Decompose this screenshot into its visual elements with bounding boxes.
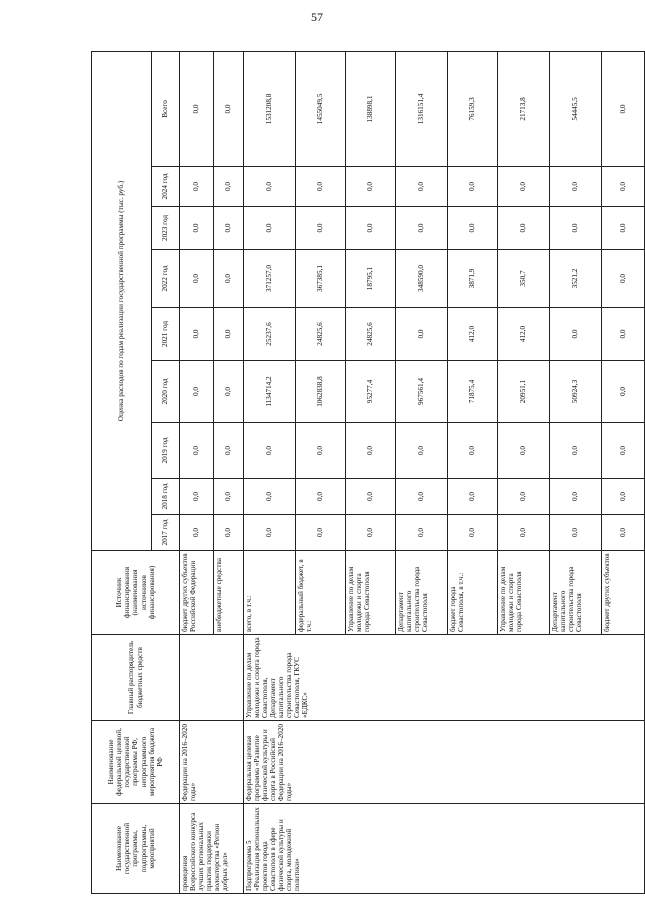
value-cell: 138898,1 (346, 51, 396, 166)
header-year: 2021 год (152, 308, 180, 361)
source-cell: Департамент капитального строительства города Севастополя (550, 551, 602, 635)
value-cell: 0,0 (180, 51, 214, 166)
value-cell: 0,0 (214, 361, 244, 423)
value-cell: 0,0 (396, 308, 448, 361)
header-program: Наименование федеральной целевой, государственной программы РФ, непрограммного мероприятия бюджета РФ (92, 721, 180, 804)
source-cell: бюджет других субъектов (602, 551, 645, 635)
table-row (244, 51, 296, 893)
value-cell: 0,0 (180, 207, 214, 250)
rotated-table-container (91, 52, 627, 894)
value-cell: 1531208,8 (244, 51, 296, 166)
manager-cell (180, 635, 244, 721)
value-cell: 0,0 (346, 423, 396, 479)
value-cell: 0,0 (296, 515, 346, 551)
value-cell: 25237,6 (244, 308, 296, 361)
value-cell: 0,0 (180, 250, 214, 308)
manager-cell: Управление по делам молодежи и спорта города Севастополя, Департамент капитального строительства города Севастополя, ГКУС «ЕДКС» (244, 635, 645, 721)
value-cell: 0,0 (602, 207, 645, 250)
value-cell: 24825,6 (346, 308, 396, 361)
value-cell: 0,0 (602, 423, 645, 479)
header-year: 2023 год (152, 207, 180, 250)
value-cell: 18795,1 (346, 250, 396, 308)
value-cell: 0,0 (396, 515, 448, 551)
header-total: Всего (152, 51, 180, 166)
value-cell: 95277,4 (346, 361, 396, 423)
value-cell: 0,0 (296, 207, 346, 250)
source-cell: Управление по делам молодежи и спорта города Севастополя (346, 551, 396, 635)
header-estimate: Оценка расходов по годам реализации государственной программы (тыс. руб.) (92, 51, 152, 550)
value-cell: 0,0 (396, 207, 448, 250)
header-event: Наименование государственной программы, подпрограммы, мероприятий (92, 804, 180, 894)
value-cell: 0,0 (346, 515, 396, 551)
value-cell: 0,0 (448, 515, 498, 551)
value-cell: 3521,2 (550, 250, 602, 308)
value-cell: 0,0 (214, 51, 244, 166)
header-year: 2018 год (152, 479, 180, 515)
value-cell: 0,0 (602, 361, 645, 423)
value-cell: 1455049,5 (296, 51, 346, 166)
value-cell: 0,0 (602, 479, 645, 515)
value-cell: 0,0 (346, 479, 396, 515)
value-cell: 967561,4 (396, 361, 448, 423)
value-cell: 1134714,2 (244, 361, 296, 423)
header-year: 2024 год (152, 167, 180, 207)
header-year: 2019 год (152, 423, 180, 479)
value-cell: 0,0 (602, 308, 645, 361)
value-cell: 0,0 (550, 167, 602, 207)
source-cell: бюджет города Севастополя, в т.ч.: (448, 551, 498, 635)
value-cell: 0,0 (214, 515, 244, 551)
value-cell: 3871,9 (448, 250, 498, 308)
value-cell: 1316151,4 (396, 51, 448, 166)
table-viewport (91, 52, 627, 894)
value-cell: 412,0 (498, 308, 550, 361)
value-cell: 371257,0 (244, 250, 296, 308)
value-cell: 0,0 (180, 308, 214, 361)
value-cell: 1062838,8 (296, 361, 346, 423)
value-cell: 0,0 (498, 515, 550, 551)
header-manager: Главный распорядитель бюджетных средств (92, 635, 180, 721)
value-cell: 0,0 (296, 167, 346, 207)
value-cell: 0,0 (550, 308, 602, 361)
value-cell: 350,7 (498, 250, 550, 308)
value-cell: 24825,6 (296, 308, 346, 361)
value-cell: 0,0 (180, 423, 214, 479)
value-cell: 0,0 (180, 479, 214, 515)
value-cell: 0,0 (448, 479, 498, 515)
program-name-cell: Федерации на 2016–2020 годы» (180, 721, 244, 804)
value-cell: 20951,1 (498, 361, 550, 423)
value-cell: 0,0 (214, 308, 244, 361)
value-cell: 0,0 (498, 423, 550, 479)
value-cell: 367385,1 (296, 250, 346, 308)
value-cell: 0,0 (550, 479, 602, 515)
value-cell: 0,0 (296, 423, 346, 479)
value-cell: 71875,4 (448, 361, 498, 423)
program-name-cell: Федеральная целевая программа «Развитие физической культуры и спорта в Российской Федерации на 2016–2020 годы» (244, 721, 645, 804)
value-cell: 0,0 (214, 250, 244, 308)
value-cell: 0,0 (244, 207, 296, 250)
value-cell: 0,0 (244, 423, 296, 479)
value-cell: 0,0 (244, 167, 296, 207)
table-row (180, 51, 214, 893)
value-cell: 0,0 (214, 167, 244, 207)
page-number: 57 (311, 10, 323, 24)
source-cell: Департамент капитального строительства города Севастополя (396, 551, 448, 635)
header-source: Источник финансирования (наименования источников финансирования) (92, 551, 180, 635)
value-cell: 348590,0 (396, 250, 448, 308)
value-cell: 76159,3 (448, 51, 498, 166)
value-cell: 0,0 (180, 167, 214, 207)
value-cell: 0,0 (602, 515, 645, 551)
value-cell: 0,0 (396, 479, 448, 515)
value-cell: 0,0 (448, 207, 498, 250)
value-cell: 0,0 (550, 515, 602, 551)
value-cell: 0,0 (498, 479, 550, 515)
value-cell: 0,0 (346, 167, 396, 207)
value-cell: 0,0 (214, 207, 244, 250)
header-year: 2017 год (152, 515, 180, 551)
value-cell: 412,0 (448, 308, 498, 361)
value-cell: 0,0 (180, 515, 214, 551)
event-name-cell: проведения Всероссийского конкурса лучших региональных практик поддержки волонтерства «Регион добрых дел» (180, 804, 244, 894)
value-cell: 0,0 (396, 423, 448, 479)
value-cell: 0,0 (244, 479, 296, 515)
value-cell: 0,0 (448, 167, 498, 207)
budget-table (91, 51, 645, 894)
value-cell: 50924,3 (550, 361, 602, 423)
value-cell: 0,0 (296, 479, 346, 515)
value-cell: 0,0 (396, 167, 448, 207)
value-cell: 54445,5 (550, 51, 602, 166)
value-cell: 0,0 (602, 250, 645, 308)
source-cell: Управление по делам молодежи и спорта города Севастополя (498, 551, 550, 635)
source-cell: внебюджетные средства (214, 551, 244, 635)
source-cell: всего, в т.ч.: (244, 551, 296, 635)
source-cell: федеральный бюджет, в т.ч.: (296, 551, 346, 635)
value-cell: 0,0 (214, 479, 244, 515)
event-name-cell: Подпрограмма 5 «Реализация региональных проектов города Севастополя в сфере физической культуры и спорта, молодежной политики» (244, 804, 645, 894)
value-cell: 0,0 (448, 423, 498, 479)
value-cell: 21713,8 (498, 51, 550, 166)
value-cell: 0,0 (550, 207, 602, 250)
value-cell: 0,0 (498, 167, 550, 207)
value-cell: 0,0 (180, 361, 214, 423)
source-cell: бюджет других субъектов Российской Федерации (180, 551, 214, 635)
value-cell: 0,0 (602, 51, 645, 166)
header-year: 2020 год (152, 361, 180, 423)
value-cell: 0,0 (346, 207, 396, 250)
value-cell: 0,0 (498, 207, 550, 250)
header-year: 2022 год (152, 250, 180, 308)
value-cell: 0,0 (214, 423, 244, 479)
value-cell: 0,0 (602, 167, 645, 207)
value-cell: 0,0 (550, 423, 602, 479)
value-cell: 0,0 (244, 515, 296, 551)
